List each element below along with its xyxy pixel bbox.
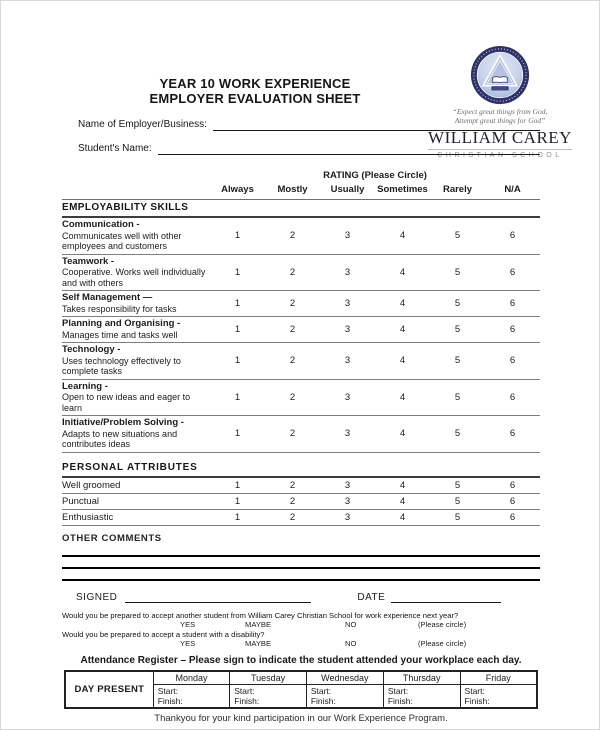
rating-value[interactable]: 2 — [289, 495, 296, 507]
rating-value[interactable]: 2 — [289, 230, 296, 242]
col-na: N/A — [504, 184, 521, 195]
attendance-table — [64, 670, 538, 709]
option-no[interactable]: NO — [345, 638, 357, 648]
finish-label: Finish: — [464, 695, 490, 706]
rating-value[interactable]: 4 — [399, 324, 406, 335]
signature-line[interactable] — [125, 592, 311, 603]
comment-line[interactable] — [62, 555, 540, 557]
rating-value[interactable]: 6 — [509, 479, 516, 491]
rating-value[interactable]: 4 — [399, 298, 406, 309]
rating-value[interactable]: 3 — [344, 230, 351, 242]
col-mostly: Mostly — [277, 184, 308, 195]
rating-value[interactable]: 6 — [509, 266, 516, 278]
rating-value[interactable]: 1 — [234, 495, 241, 507]
rating-value[interactable]: 1 — [234, 324, 241, 335]
rating-value[interactable]: 4 — [399, 355, 406, 367]
skill-title: Technology - — [62, 344, 121, 355]
rating-value[interactable]: 3 — [344, 266, 351, 278]
rating-value[interactable]: 1 — [234, 391, 241, 403]
rating-scale — [210, 267, 540, 278]
day-tuesday: Tuesday — [230, 671, 307, 685]
start-label: Start: — [387, 685, 409, 696]
skill-row-communication — [62, 218, 540, 255]
skill-desc: Adapts to new situations and contributes ideas — [62, 428, 178, 449]
employability-skills-heading: EMPLOYABILITY SKILLS — [62, 199, 540, 218]
rating-value[interactable]: 6 — [509, 355, 516, 367]
col-sometimes: Sometimes — [377, 184, 428, 195]
rating-value[interactable]: 2 — [289, 511, 296, 523]
start-label: Start: — [157, 685, 179, 696]
skill-title: Planning and Organising - — [62, 318, 181, 329]
rating-value[interactable]: 5 — [454, 298, 461, 309]
start-label: Start: — [464, 685, 485, 696]
title-line-1: YEAR 10 WORK EXPERIENCE — [159, 76, 351, 91]
skill-desc: Manages time and tasks well — [62, 329, 178, 340]
form-body — [62, 170, 540, 724]
employer-input-line[interactable] — [213, 118, 540, 131]
student-label: Student's Name: — [78, 143, 152, 154]
rating-value[interactable]: 5 — [454, 324, 461, 335]
attendance-register-heading: Attendance Register – Please sign to indicate the student attended your workplace each day. — [80, 654, 522, 666]
rating-value[interactable]: 6 — [509, 511, 516, 523]
rating-value[interactable]: 4 — [399, 511, 406, 523]
skill-row-self-management — [62, 291, 540, 317]
day-present-label: DAY PRESENT — [65, 671, 153, 708]
comment-line[interactable] — [62, 579, 540, 581]
day-monday: Monday — [153, 671, 230, 685]
rating-value[interactable]: 2 — [289, 428, 296, 440]
rating-value[interactable]: 3 — [344, 495, 351, 507]
finish-label: Finish: — [310, 695, 336, 706]
skill-title: Initiative/Problem Solving - — [62, 417, 184, 428]
attendance-cell-tuesday[interactable] — [230, 684, 307, 708]
skill-desc: Communicates well with other employees and customers — [62, 230, 182, 251]
rating-scale — [210, 324, 540, 335]
date-label: DATE — [357, 591, 386, 603]
rating-value[interactable]: 1 — [234, 479, 241, 491]
rating-value[interactable]: 4 — [399, 495, 406, 507]
skill-row-initiative — [62, 416, 540, 453]
option-maybe[interactable]: MAYBE — [245, 638, 272, 648]
rating-column-headers — [210, 184, 540, 195]
skill-desc: Takes responsibility for tasks — [62, 303, 177, 314]
question-disability: Would you be prepared to accept a student with a disability? — [62, 629, 265, 639]
rating-value[interactable]: 3 — [344, 479, 351, 491]
employer-label: Name of Employer/Business: — [78, 119, 207, 130]
rating-value[interactable]: 1 — [234, 355, 241, 367]
title-line-2: EMPLOYER EVALUATION SHEET — [149, 91, 361, 106]
employer-field — [78, 118, 540, 131]
skill-desc: Open to new ideas and eager to learn — [62, 392, 191, 413]
rating-value[interactable]: 2 — [289, 298, 296, 309]
attendance-cell-thursday[interactable] — [383, 684, 460, 708]
rating-value[interactable]: 5 — [454, 511, 461, 523]
attribute-label: Enthusiastic — [62, 511, 114, 523]
finish-label: Finish: — [234, 695, 260, 706]
rating-value[interactable]: 4 — [399, 266, 406, 278]
rating-value[interactable]: 2 — [289, 355, 296, 367]
thank-you-note: Thankyou for your kind participation in our Work Experience Program. — [154, 712, 448, 724]
please-circle-note: (Please circle) — [418, 619, 467, 629]
rating-scale — [210, 512, 540, 523]
questions — [62, 611, 540, 649]
please-circle-note: (Please circle) — [418, 638, 467, 648]
col-usually: Usually — [330, 184, 365, 195]
skill-row-learning — [62, 380, 540, 417]
day-wednesday: Wednesday — [306, 671, 383, 685]
option-no[interactable]: NO — [345, 619, 357, 629]
rating-value[interactable]: 5 — [454, 230, 461, 242]
option-yes[interactable]: YES — [180, 619, 196, 629]
question-next-year: Would you be prepared to accept another student from William Carey Christian School for work experience next year? — [62, 610, 459, 620]
rating-scale — [210, 428, 540, 439]
rating-value[interactable]: 2 — [289, 391, 296, 403]
rating-value[interactable]: 3 — [344, 391, 351, 403]
rating-value[interactable]: 6 — [509, 230, 516, 242]
skill-row-planning — [62, 317, 540, 343]
student-input-line[interactable] — [158, 142, 540, 155]
rating-value[interactable]: 3 — [344, 511, 351, 523]
rating-scale — [210, 355, 540, 366]
rating-value[interactable]: 5 — [454, 479, 461, 491]
skill-row-teamwork — [62, 255, 540, 292]
date-line[interactable] — [391, 592, 501, 603]
attendance-cell-wednesday[interactable] — [306, 684, 383, 708]
rating-value[interactable]: 2 — [289, 479, 296, 491]
school-emblem-icon — [469, 44, 531, 106]
question-next-year-options — [62, 620, 540, 630]
attribute-row-well-groomed — [62, 478, 540, 494]
signoff-row — [62, 592, 540, 603]
rating-value[interactable]: 5 — [454, 495, 461, 507]
rating-value[interactable]: 6 — [509, 298, 516, 309]
motto-line-1: “Expect great things from God, — [452, 107, 548, 116]
option-yes[interactable]: YES — [180, 638, 196, 648]
day-friday: Friday — [460, 671, 537, 685]
col-always: Always — [221, 184, 254, 195]
attribute-row-enthusiastic — [62, 510, 540, 526]
rating-value[interactable]: 1 — [234, 230, 241, 242]
rating-value[interactable]: 6 — [509, 495, 516, 507]
rating-scale — [210, 392, 540, 403]
rating-value[interactable]: 4 — [399, 391, 406, 403]
rating-value[interactable]: 1 — [234, 511, 241, 523]
motto-line-2: Attempt great things for God” — [454, 115, 546, 125]
rating-value[interactable]: 3 — [344, 298, 351, 309]
skill-title: Communication - — [62, 219, 140, 230]
attendance-cell-friday[interactable] — [460, 684, 537, 708]
question-disability-options — [62, 639, 540, 649]
finish-label: Finish: — [387, 695, 413, 706]
rating-value[interactable]: 2 — [289, 266, 296, 278]
skill-title: Learning - — [62, 380, 108, 392]
finish-label: Finish: — [157, 695, 183, 706]
rating-value[interactable]: 6 — [509, 428, 516, 440]
rating-value[interactable]: 2 — [289, 324, 296, 335]
rating-value[interactable]: 4 — [399, 479, 406, 491]
skill-row-technology — [62, 343, 540, 380]
rating-scale — [210, 298, 540, 309]
rating-scale — [210, 496, 540, 507]
rating-value[interactable]: 1 — [234, 266, 241, 278]
school-subtitle: CHRISTIAN SCHOOL — [437, 152, 563, 159]
rating-value[interactable]: 6 — [509, 391, 516, 403]
rating-value[interactable]: 3 — [344, 324, 351, 335]
rating-scale — [210, 230, 540, 241]
rating-header: RATING (Please Circle) — [323, 170, 427, 181]
attribute-label: Punctual — [62, 495, 99, 507]
option-maybe[interactable]: MAYBE — [245, 619, 272, 629]
student-field — [78, 142, 540, 155]
skill-title: Self Management — — [62, 292, 153, 303]
skill-desc: Cooperative. Works well individually and with others — [62, 267, 206, 288]
start-label: Start: — [234, 685, 255, 696]
col-rarely: Rarely — [442, 184, 473, 195]
signed-label: SIGNED — [76, 591, 118, 603]
rating-value[interactable]: 6 — [509, 324, 516, 335]
rating-value[interactable]: 5 — [454, 355, 461, 367]
skill-title: Teamwork - — [62, 255, 115, 267]
attendance-cell-monday[interactable] — [153, 684, 230, 708]
rating-value[interactable]: 5 — [454, 266, 461, 278]
attribute-row-punctual — [62, 494, 540, 510]
rating-value[interactable]: 5 — [454, 428, 461, 440]
school-name: WILLIAM CAREY — [428, 128, 572, 147]
rating-value[interactable]: 3 — [344, 428, 351, 440]
page-title — [85, 76, 425, 106]
personal-attributes-heading: PERSONAL ATTRIBUTES — [62, 460, 540, 478]
rating-value[interactable]: 5 — [454, 391, 461, 403]
skill-desc: Uses technology effectively to complete tasks — [62, 355, 181, 376]
rating-value[interactable]: 1 — [234, 428, 241, 440]
attribute-label: Well groomed — [62, 479, 121, 491]
rating-value[interactable]: 4 — [399, 428, 406, 440]
day-thursday: Thursday — [383, 671, 460, 685]
rating-value[interactable]: 1 — [234, 298, 241, 309]
start-label: Start: — [310, 685, 332, 696]
rating-value[interactable]: 3 — [344, 355, 351, 367]
other-comments-heading: OTHER COMMENTS — [62, 532, 162, 544]
rating-scale — [210, 480, 540, 491]
rating-value[interactable]: 4 — [399, 230, 406, 242]
comment-line[interactable] — [62, 567, 540, 569]
